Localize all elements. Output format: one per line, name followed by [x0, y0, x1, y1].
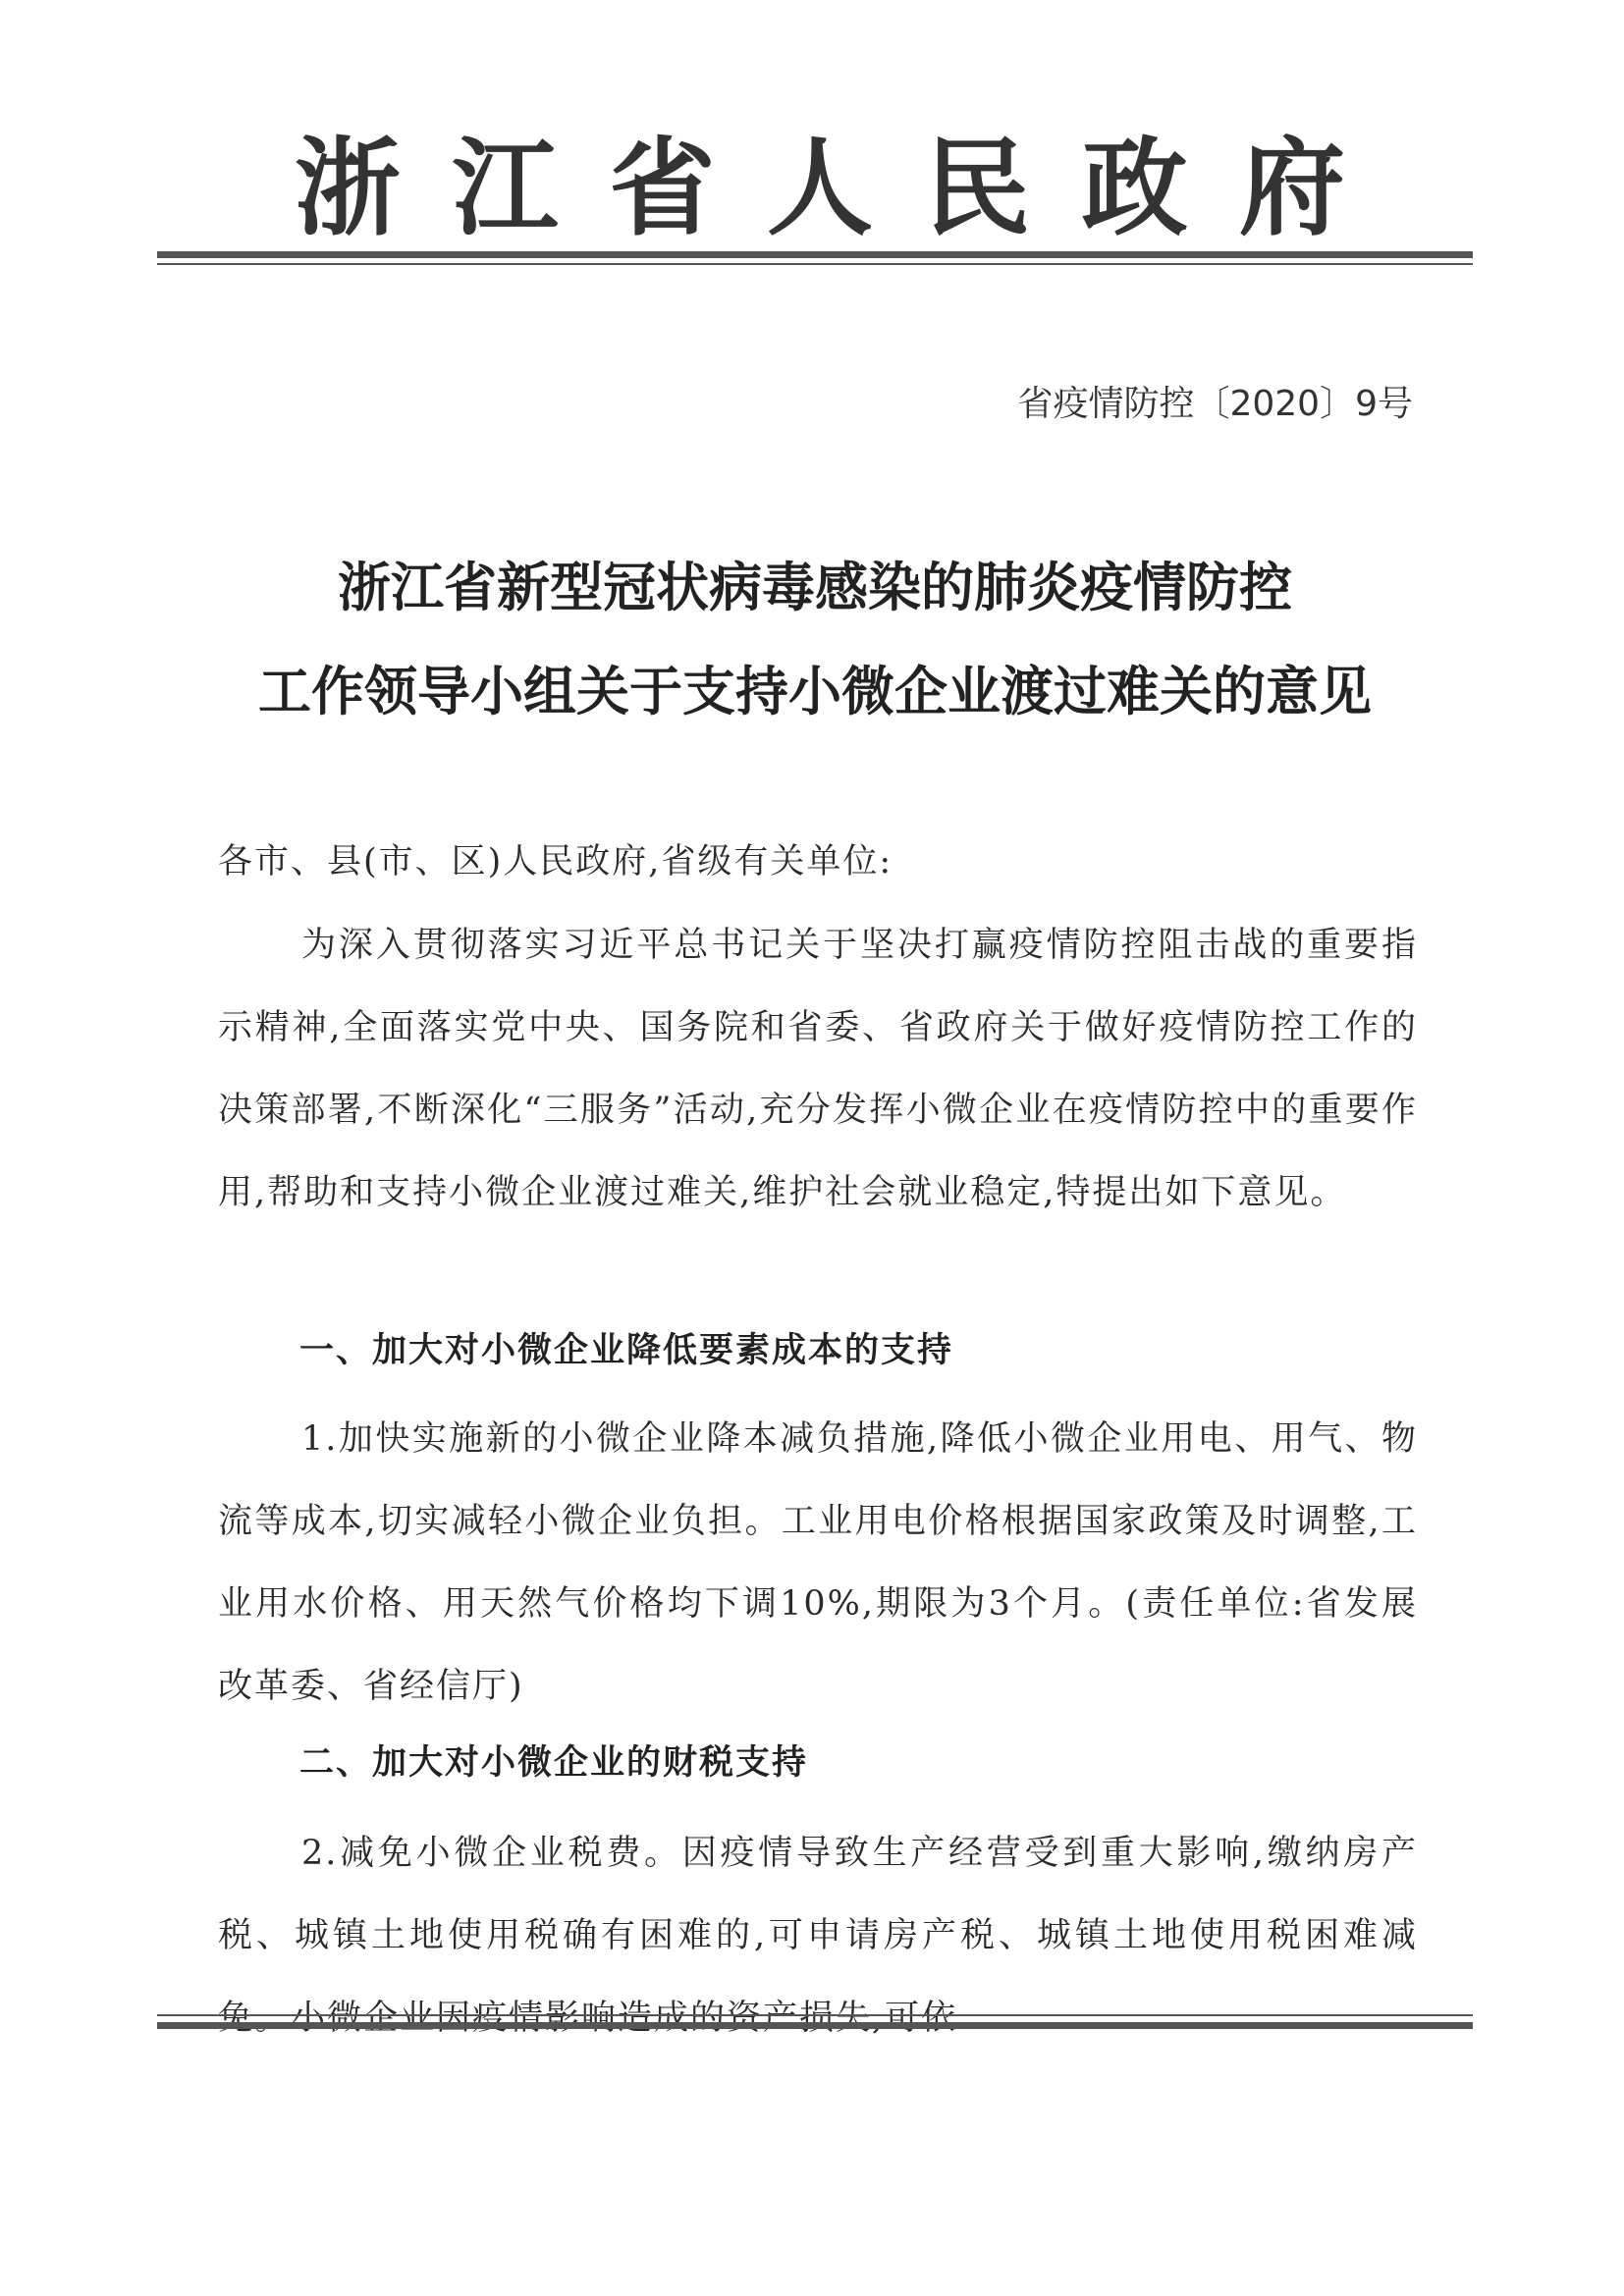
masthead-char: 府 — [1238, 127, 1345, 250]
section-paragraph-1: 1.加快实施新的小微企业降本减负措施,降低小微企业用电、用气、物流等成本,切实减轻小微企业负担。工业用电价格根据国家政策及时调整,工业用水价格、用天然气价格均下调10%,期限为3个月。(责任单位:省发展改革委、省经信厅) — [218, 1419, 1418, 1706]
document-title-line-1: 浙江省新型冠状病毒感染的肺炎疫情防控 — [338, 557, 1292, 618]
masthead-char: 民 — [924, 127, 1031, 250]
document-title-line-2: 工作领导小组关于支持小微企业渡过难关的意见 — [258, 661, 1372, 722]
salutation: 各市、县(市、区)人民政府,省级有关单位: — [218, 842, 893, 881]
masthead-char: 人 — [766, 127, 873, 250]
intro-paragraph: 为深入贯彻落实习近平总书记关于坚决打赢疫情防控阻击战的重要指示精神,全面落实党中央、国务院和省委、省政府关于做好疫情防控工作的决策部署,不断深化“三服务”活动,充分发挥小微企业在疫情防控中的重要作用,帮助和支持小微企业渡过难关,维护社会就业稳定,特提出如下意见。 — [218, 926, 1418, 1212]
masthead-char: 政 — [1081, 127, 1188, 250]
header-rule-thin — [157, 263, 1473, 265]
masthead-char: 江 — [452, 127, 559, 250]
section-heading-2: 二、加大对小微企业的财税支持 — [299, 1743, 809, 1783]
footer-rule-thick — [157, 2022, 1473, 2029]
masthead-char: 省 — [609, 127, 716, 250]
masthead — [157, 110, 1473, 250]
masthead-char: 浙 — [295, 127, 402, 250]
footer-rule-thin — [157, 2014, 1473, 2016]
header-rule-thick — [157, 251, 1473, 258]
section-paragraph-2: 2.减免小微企业税费。因疫情导致生产经营受到重大影响,缴纳房产税、城镇土地使用税确有困难的,可申请房产税、城镇土地使用税困难减免。小微企业因疫情影响造成的资产损失,可依 — [218, 1834, 1418, 2038]
document-number: 省疫情防控〔2020〕9号 — [1017, 384, 1413, 424]
section-heading-1: 一、加大对小微企业降低要素成本的支持 — [299, 1331, 954, 1370]
